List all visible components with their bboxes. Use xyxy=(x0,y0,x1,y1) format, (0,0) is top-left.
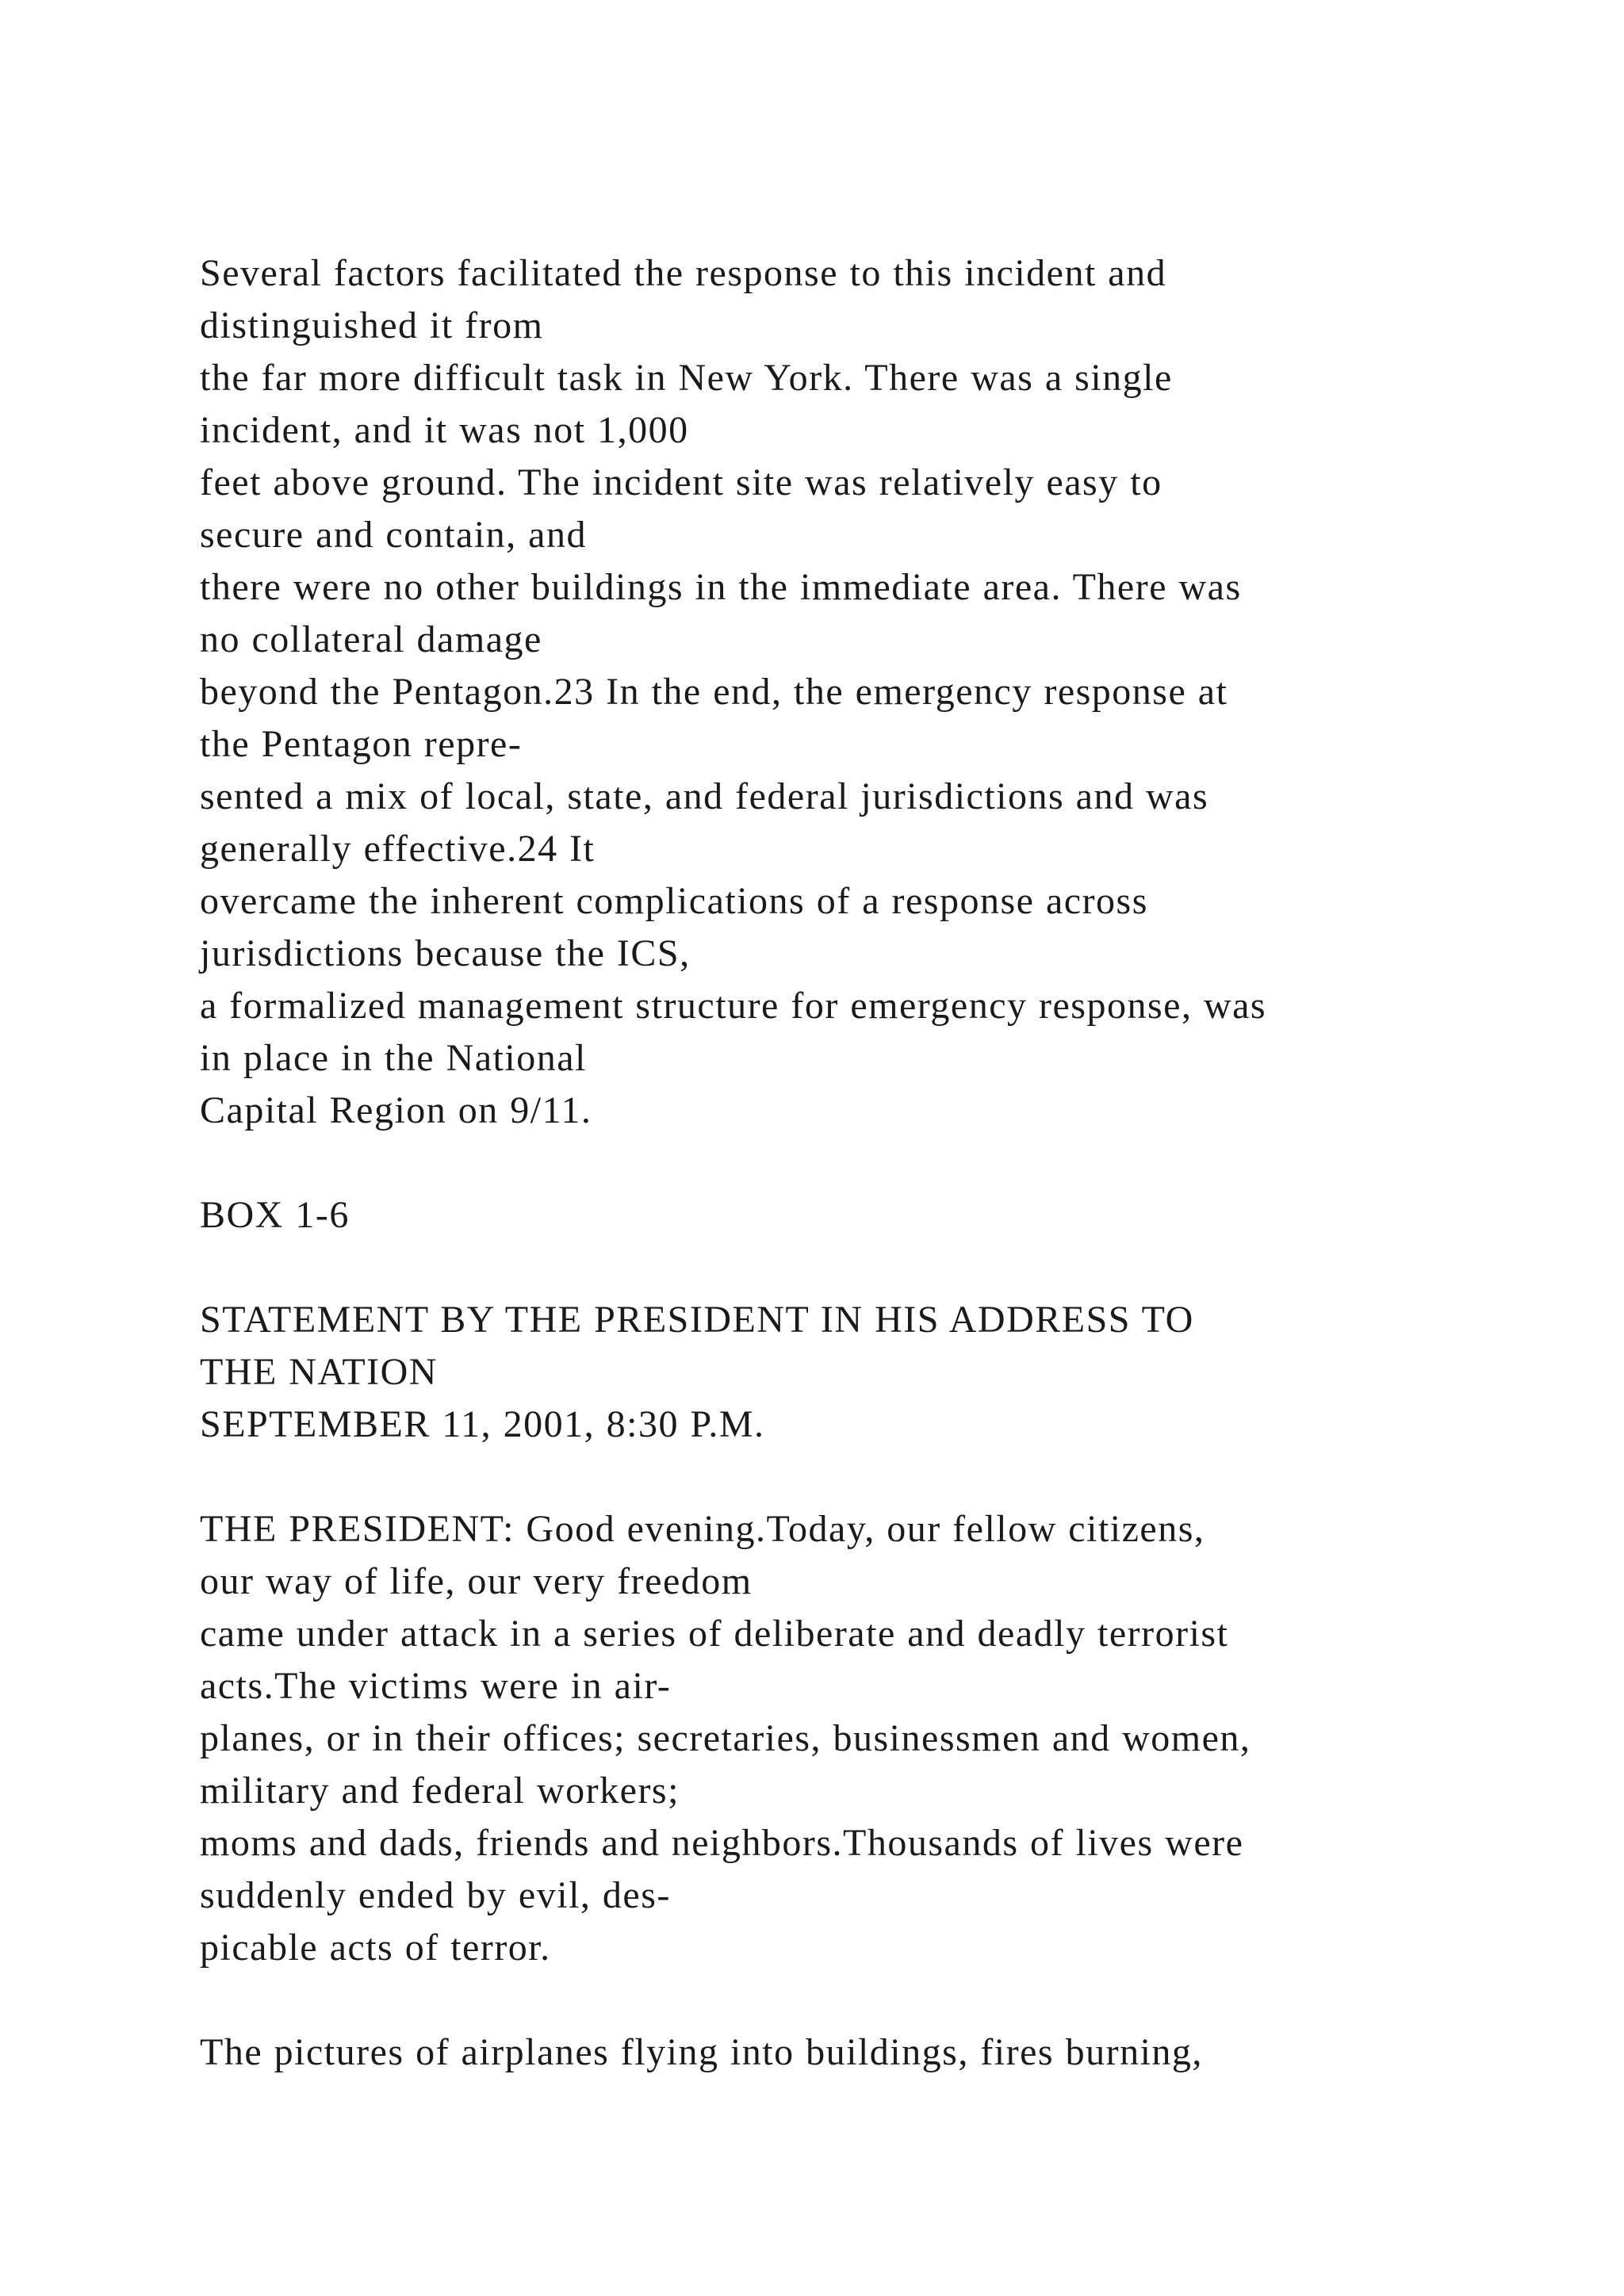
text-line: there were no other buildings in the immediate area. There was xyxy=(200,566,1242,608)
box-title-line: SEPTEMBER 11, 2001, 8:30 P.M. xyxy=(200,1403,765,1445)
text-line: acts.The victims were in air- xyxy=(200,1665,672,1707)
paragraph-gap xyxy=(200,1974,1595,2026)
paragraph-president-statement xyxy=(200,1503,1595,1974)
text-line: a formalized management structure for emergency response, was xyxy=(200,985,1267,1027)
text-line: feet above ground. The incident site was relatively easy to xyxy=(200,461,1162,503)
text-line: jurisdictions because the ICS, xyxy=(200,932,691,974)
box-title xyxy=(200,1294,1595,1451)
text-line: no collateral damage xyxy=(200,618,542,660)
text-line: the Pentagon repre- xyxy=(200,723,523,765)
text-line: our way of life, our very freedom xyxy=(200,1560,753,1602)
paragraph-gap xyxy=(200,1137,1595,1189)
text-line: in place in the National xyxy=(200,1037,587,1079)
text-line: planes, or in their offices; secretaries, businessmen and women, xyxy=(200,1717,1251,1759)
paragraph-pictures xyxy=(200,2026,1595,2079)
box-title-line: STATEMENT BY THE PRESIDENT IN HIS ADDRESS TO xyxy=(200,1299,1194,1341)
text-line: secure and contain, and xyxy=(200,514,587,556)
text-line: the far more difficult task in New York. There was a single xyxy=(200,357,1173,399)
text-line: picable acts of terror. xyxy=(200,1927,551,1969)
box-title-line: THE NATION xyxy=(200,1351,438,1393)
text-line: THE PRESIDENT: Good evening.Today, our fellow citizens, xyxy=(200,1508,1205,1550)
text-line: Capital Region on 9/11. xyxy=(200,1089,592,1131)
text-line: came under attack in a series of deliberate and deadly terrorist xyxy=(200,1613,1229,1655)
text-line: distinguished it from xyxy=(200,304,544,346)
document-text xyxy=(200,247,1595,2079)
text-line: Several factors facilitated the response to this incident and xyxy=(200,252,1167,294)
box-label: BOX 1-6 xyxy=(200,1194,350,1236)
text-line: incident, and it was not 1,000 xyxy=(200,409,689,451)
text-line: beyond the Pentagon.23 In the end, the emergency response at xyxy=(200,671,1228,713)
paragraph-pentagon-response xyxy=(200,247,1595,1137)
text-line: sented a mix of local, state, and federal jurisdictions and was xyxy=(200,775,1209,817)
paragraph-gap xyxy=(200,1451,1595,1503)
text-line: The pictures of airplanes flying into buildings, fires burning, xyxy=(200,2031,1203,2073)
paragraph-gap xyxy=(200,1242,1595,1294)
text-line: overcame the inherent complications of a response across xyxy=(200,880,1148,922)
text-line: suddenly ended by evil, des- xyxy=(200,1874,671,1916)
text-line: moms and dads, friends and neighbors.Thousands of lives were xyxy=(200,1822,1244,1864)
text-line: generally effective.24 It xyxy=(200,828,596,870)
text-line: military and federal workers; xyxy=(200,1770,680,1812)
